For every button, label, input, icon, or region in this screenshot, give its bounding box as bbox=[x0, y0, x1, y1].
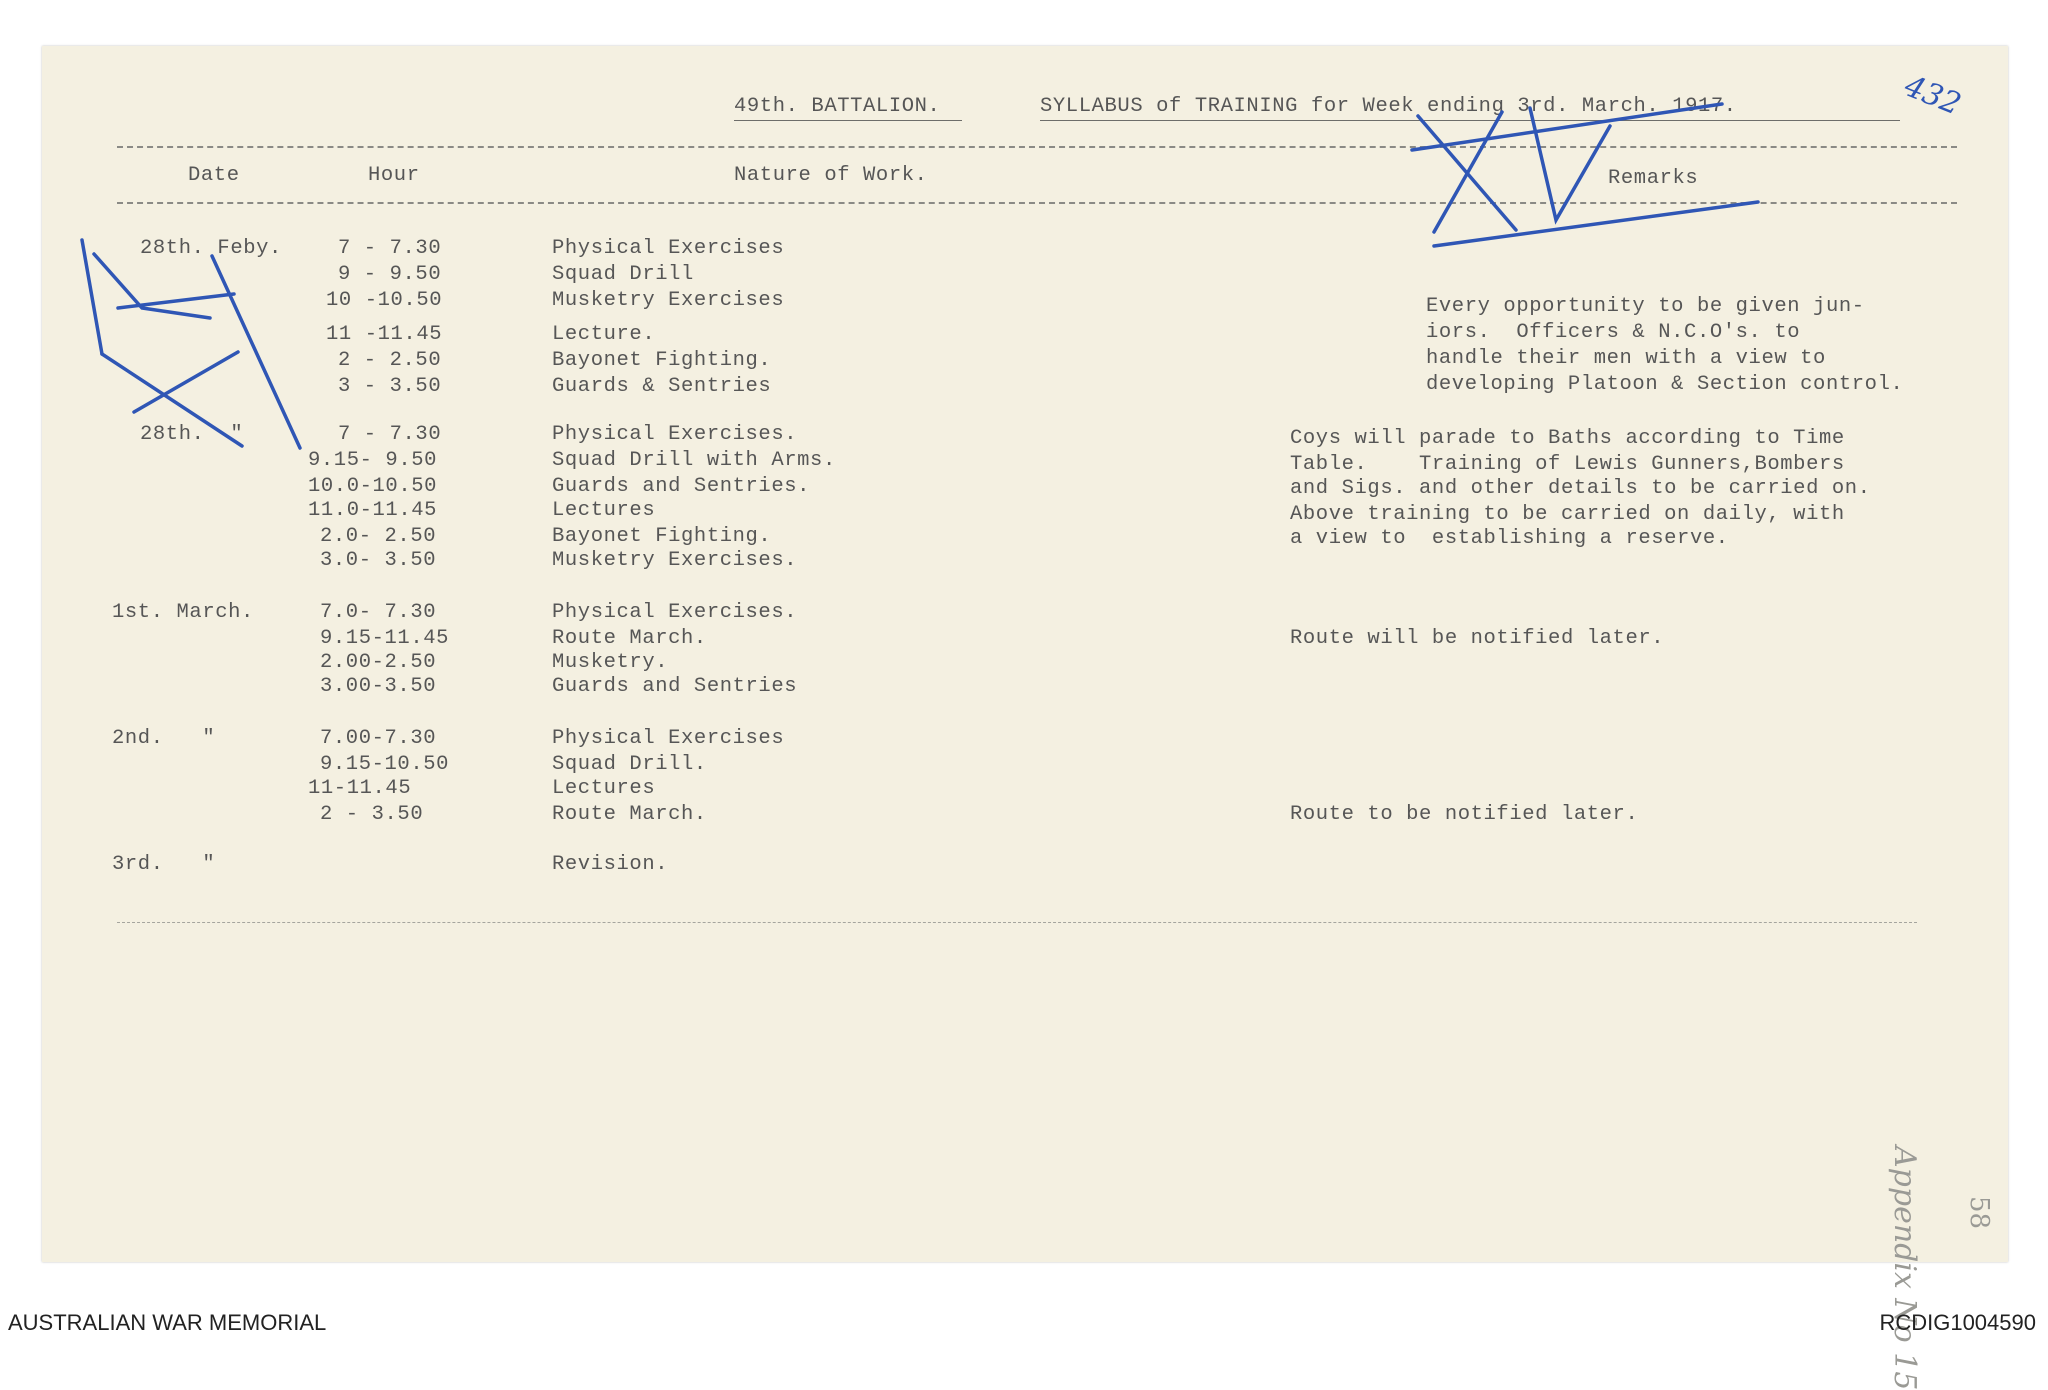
row-date: 2nd. " bbox=[112, 727, 216, 750]
row-work: Physical Exercises bbox=[552, 727, 785, 750]
column-header-remarks: Remarks bbox=[1608, 167, 1699, 190]
row-work: Guards and Sentries. bbox=[552, 475, 811, 498]
row-work: Bayonet Fighting. bbox=[552, 525, 772, 548]
row-hour: 3 - 3.50 bbox=[338, 375, 442, 398]
row-date: 28th. Feby. bbox=[140, 237, 282, 260]
row-hour: 7 - 7.30 bbox=[338, 237, 442, 260]
remark-line: Table. Training of Lewis Gunners,Bombers bbox=[1290, 453, 1845, 476]
remark-line: Route will be notified later. bbox=[1290, 627, 1665, 650]
row-work: Musketry Exercises bbox=[552, 289, 785, 312]
column-header-date: Date bbox=[188, 164, 240, 187]
row-work: Guards and Sentries bbox=[552, 675, 798, 698]
row-hour: 7.0- 7.30 bbox=[320, 601, 437, 624]
left-numeral-stroke bbox=[212, 256, 300, 448]
appendix-annotation: Appendix No 15 bbox=[1887, 1146, 1922, 1390]
row-hour: 7.00-7.30 bbox=[320, 727, 437, 750]
row-hour: 10 -10.50 bbox=[326, 289, 443, 312]
right-numeral-stroke bbox=[1434, 112, 1502, 232]
footer-record-id: RCDIG1004590 bbox=[1879, 1310, 2036, 1335]
row-hour: 10.0-10.50 bbox=[308, 475, 438, 498]
row-work: Musketry. bbox=[552, 651, 669, 674]
row-hour: 7 - 7.30 bbox=[338, 423, 442, 446]
column-header-hour: Hour bbox=[368, 164, 420, 187]
row-hour: 3.0- 3.50 bbox=[320, 549, 437, 572]
battalion-heading: 49th. BATTALION. bbox=[734, 95, 941, 118]
row-date: 1st. March. bbox=[112, 601, 254, 624]
row-date: 28th. " bbox=[140, 423, 244, 446]
remark-line: Every opportunity to be given jun- bbox=[1426, 295, 1865, 318]
row-work: Physical Exercises. bbox=[552, 601, 798, 624]
right-numeral-stroke bbox=[1412, 104, 1722, 150]
row-work: Route March. bbox=[552, 627, 707, 650]
left-numeral-stroke bbox=[102, 354, 242, 446]
left-numeral-stroke bbox=[134, 352, 238, 412]
remark-line: Route to be notified later. bbox=[1290, 803, 1639, 826]
folio-number: 58 bbox=[1964, 1196, 1994, 1230]
row-work: Route March. bbox=[552, 803, 707, 826]
column-header-nature: Nature of Work. bbox=[734, 164, 928, 187]
row-hour: 2.0- 2.50 bbox=[320, 525, 437, 548]
row-hour: 9 - 9.50 bbox=[338, 263, 442, 286]
remark-line: Coys will parade to Baths according to Time bbox=[1290, 427, 1845, 450]
row-work: Physical Exercises. bbox=[552, 423, 798, 446]
right-numeral-stroke bbox=[1434, 202, 1758, 246]
row-date: 3rd. " bbox=[112, 853, 216, 876]
row-work: Lectures bbox=[552, 777, 656, 800]
row-work: Revision. bbox=[552, 853, 669, 876]
remark-line: handle their men with a view to bbox=[1426, 347, 1826, 370]
row-hour: 11.0-11.45 bbox=[308, 499, 438, 522]
row-hour: 3.00-3.50 bbox=[320, 675, 437, 698]
remark-line: a view to establishing a reserve. bbox=[1290, 527, 1729, 550]
handwritten-roman-marks bbox=[42, 46, 2008, 1262]
footer-institution: AUSTRALIAN WAR MEMORIAL bbox=[8, 1310, 327, 1335]
row-hour: 2.00-2.50 bbox=[320, 651, 437, 674]
row-work: Guards & Sentries bbox=[552, 375, 772, 398]
row-work: Lectures bbox=[552, 499, 656, 522]
remark-line: iors. Officers & N.C.O's. to bbox=[1426, 321, 1801, 344]
row-work: Squad Drill with Arms. bbox=[552, 449, 836, 472]
row-hour: 2 - 2.50 bbox=[338, 349, 442, 372]
left-numeral-stroke bbox=[94, 254, 210, 318]
row-work: Physical Exercises bbox=[552, 237, 785, 260]
row-hour: 9.15- 9.50 bbox=[308, 449, 438, 472]
page-number-annotation: 432 bbox=[1899, 68, 1966, 123]
row-work: Bayonet Fighting. bbox=[552, 349, 772, 372]
remark-line: developing Platoon & Section control. bbox=[1426, 373, 1904, 396]
syllabus-title: SYLLABUS of TRAINING for Week ending 3rd. March. 1917. bbox=[1040, 95, 1737, 118]
row-hour: 9.15-10.50 bbox=[320, 753, 450, 776]
row-hour: 2 - 3.50 bbox=[320, 803, 424, 826]
row-hour: 11-11.45 bbox=[308, 777, 412, 800]
row-work: Lecture. bbox=[552, 323, 656, 346]
remark-line: and Sigs. and other details to be carried on. bbox=[1290, 477, 1871, 500]
row-work: Musketry Exercises. bbox=[552, 549, 798, 572]
row-work: Squad Drill bbox=[552, 263, 694, 286]
row-work: Squad Drill. bbox=[552, 753, 707, 776]
row-hour: 11 -11.45 bbox=[326, 323, 443, 346]
remark-line: Above training to be carried on daily, with bbox=[1290, 503, 1845, 526]
row-hour: 9.15-11.45 bbox=[320, 627, 450, 650]
